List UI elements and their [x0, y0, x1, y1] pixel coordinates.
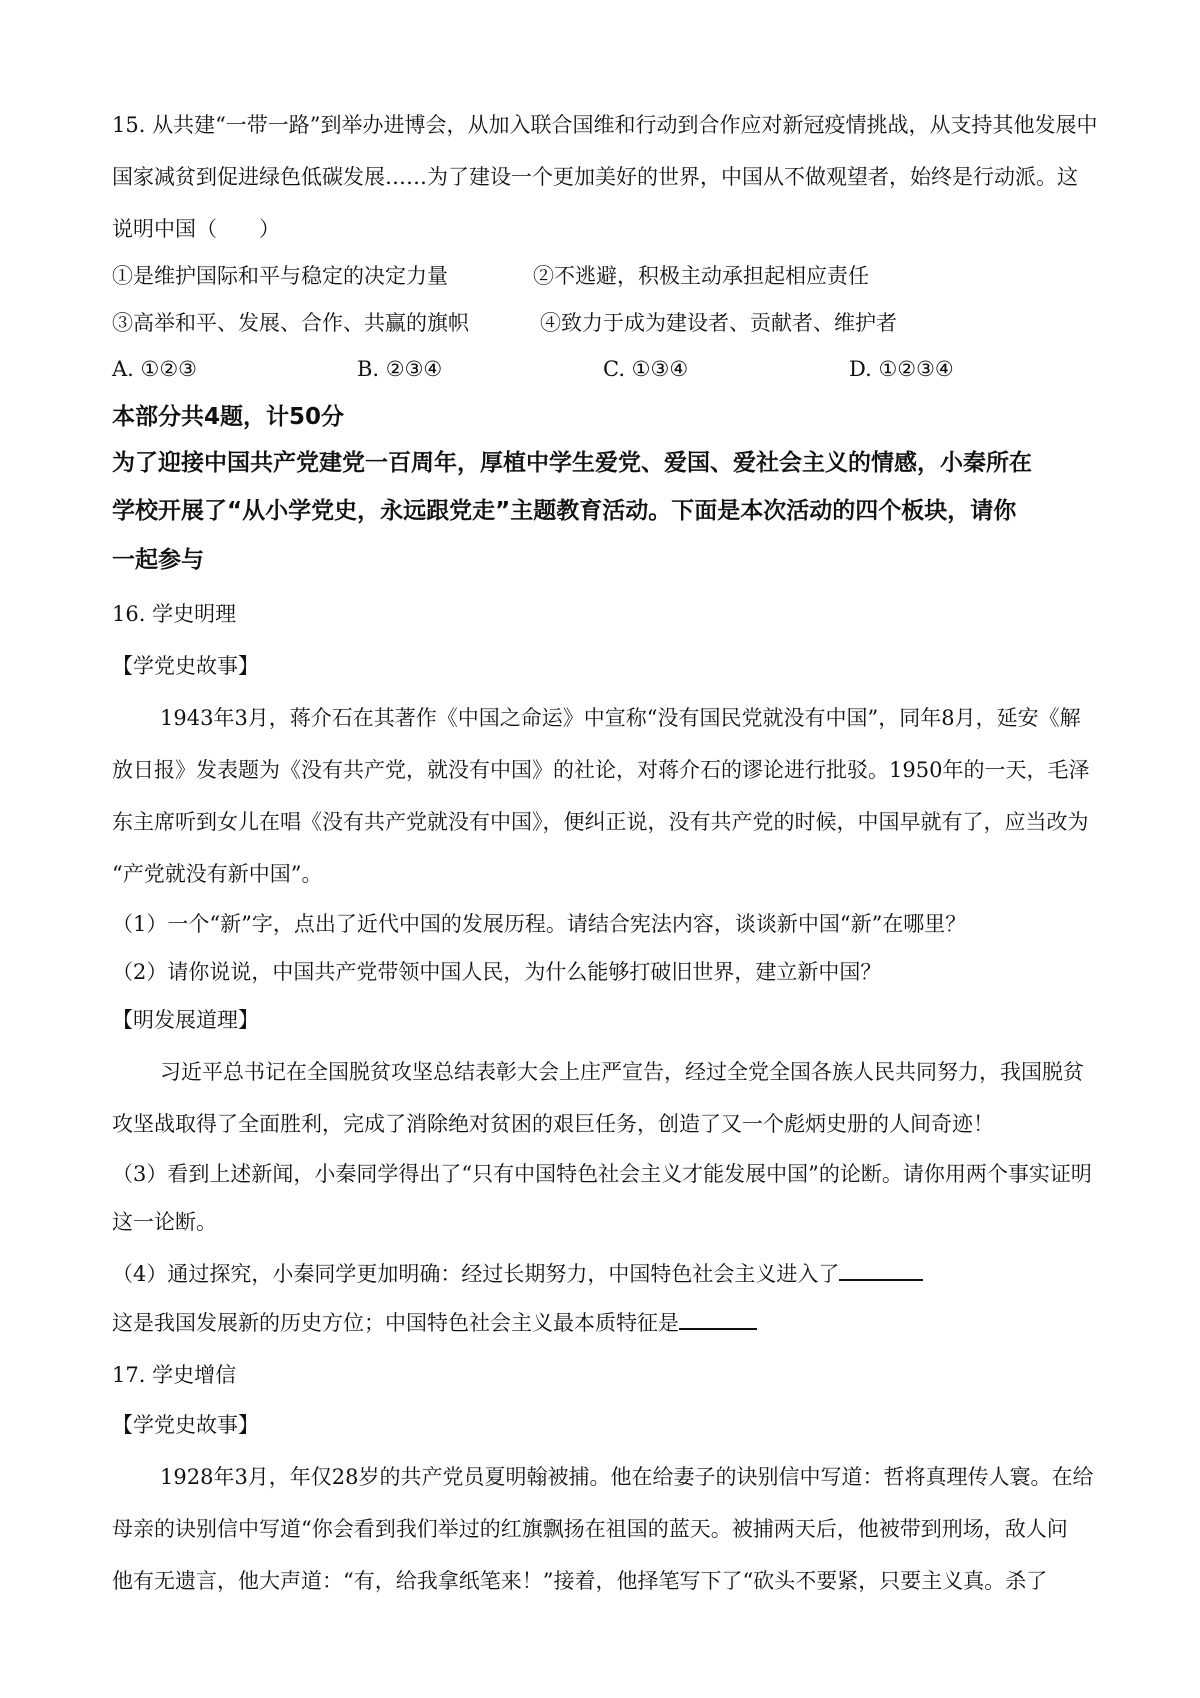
- q17-story-line-1: 1928年3月，年仅28岁的共产党员夏明翰被捕。他在给妻子的诀别信中写道：哲将真理传人寰。在给: [160, 1465, 1094, 1489]
- q15-option-d: D. ①②③④: [849, 357, 954, 381]
- q15-stem-line-3: 说明中国（ ）: [112, 217, 280, 241]
- q16-subquestion-3-line-1: （3）看到上述新闻，小秦同学得出了“只有中国特色社会主义才能发展中国”的论断。请你用两个事实证明: [112, 1162, 1092, 1186]
- q16-title: 16. 学史明理: [112, 602, 237, 626]
- q17-title: 17. 学史增信: [112, 1363, 237, 1387]
- q15-statement-1: ①是维护国际和平与稳定的决定力量: [112, 264, 448, 288]
- fill-blank-1[interactable]: [839, 1257, 923, 1281]
- q15-option-a: A. ①②③: [112, 357, 197, 381]
- q16-subquestion-4-line-1: [112, 1257, 923, 1289]
- q16-reason-heading: 【明发展道理】: [112, 1008, 259, 1032]
- q16-subquestion-4-line-2: [112, 1306, 757, 1338]
- q16-subquestion-4-text: （4）通过探究，小秦同学更加明确：经过长期努力，中国特色社会主义进入了: [112, 1262, 840, 1286]
- q15-stem-line-2: 国家减贫到促进绿色低碳发展……为了建设一个更加美好的世界，中国从不做观望者，始终是行动派。这: [112, 165, 1078, 189]
- section-intro-line-3: 一起参与: [112, 547, 204, 573]
- q17-story-line-3: 他有无遗言，他大声道：“有，给我拿纸笔来！”接着，他择笔写下了“砍头不要紧，只要主义真。杀了: [112, 1569, 1048, 1593]
- q15-statement-2: ②不逃避，积极主动承担起相应责任: [533, 264, 869, 288]
- q17-story-line-2: 母亲的诀别信中写道“你会看到我们举过的红旗飘扬在祖国的蓝天。被捕两天后，他被带到刑场，敌人问: [112, 1517, 1068, 1541]
- q16-subquestion-3-line-2: 这一论断。: [112, 1210, 217, 1234]
- q16-subquestion-1: （1）一个“新”字，点出了近代中国的发展历程。请结合宪法内容，谈谈新中国“新”在哪里？: [112, 912, 967, 936]
- q15-stem-line-1: 15. 从共建“一带一路”到举办进博会，从加入联合国维和行动到合作应对新冠疫情挑战，从支持其他发展中: [112, 113, 1098, 137]
- q16-news-line-1: 习近平总书记在全国脱贫攻坚总结表彰大会上庄严宣告，经过全党全国各族人民共同努力，我国脱贫: [160, 1060, 1084, 1084]
- q16-story-line-2: 放日报》发表题为《没有共产党，就没有中国》的社论，对蒋介石的谬论进行批驳。1950年的一天，毛泽: [112, 758, 1090, 782]
- q15-option-b: B. ②③④: [357, 357, 443, 381]
- q15-statement-4: ④致力于成为建设者、贡献者、维护者: [540, 311, 897, 335]
- q16-subquestion-2: （2）请你说说，中国共产党带领中国人民，为什么能够打破旧世界，建立新中国？: [112, 960, 882, 984]
- q15-statement-3: ③高举和平、发展、合作、共赢的旗帜: [112, 311, 469, 335]
- section-intro-line-2: 学校开展了“从小学党史，永远跟党走”主题教育活动。下面是本次活动的四个板块，请你: [112, 498, 1017, 524]
- section-intro-line-1: 为了迎接中国共产党建党一百周年，厚植中学生爱党、爱国、爱社会主义的情感，小秦所在: [112, 450, 1032, 476]
- q15-option-c: C. ①③④: [603, 357, 689, 381]
- fill-blank-2[interactable]: [679, 1306, 757, 1330]
- q16-story-line-3: 东主席听到女儿在唱《没有共产党就没有中国》，便纠正说，没有共产党的时候，中国早就有了，应当改为: [112, 810, 1089, 834]
- q16-story-line-4: “产党就没有新中国”。: [112, 862, 323, 886]
- q16-story-heading: 【学党史故事】: [112, 654, 259, 678]
- section-header: 本部分共4题，计50分: [112, 404, 345, 430]
- q16-subquestion-4-text-2: 这是我国发展新的历史方位；中国特色社会主义最本质特征是: [112, 1311, 679, 1335]
- q16-news-line-2: 攻坚战取得了全面胜利，完成了消除绝对贫困的艰巨任务，创造了又一个彪炳史册的人间奇迹！: [112, 1112, 994, 1136]
- q16-story-line-1: 1943年3月，蒋介石在其著作《中国之命运》中宣称“没有国民党就没有中国”，同年8月，延安《解: [160, 706, 1081, 730]
- q17-story-heading: 【学党史故事】: [112, 1413, 259, 1437]
